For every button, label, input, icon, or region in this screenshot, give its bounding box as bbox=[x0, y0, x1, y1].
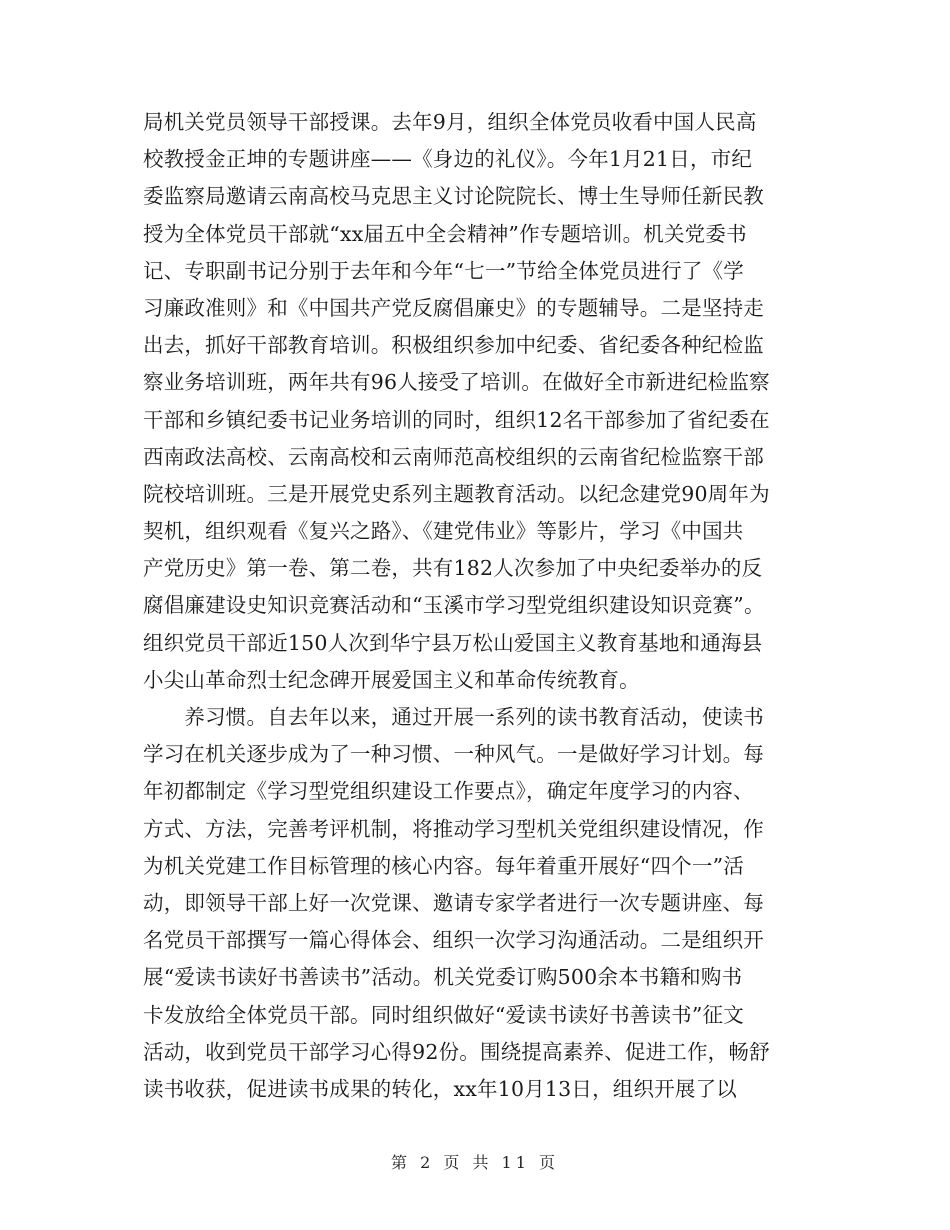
body-text bbox=[143, 104, 808, 1108]
text-line: 读书收获，促进读书成果的转化，xx年10月13日，组织开展了以 bbox=[143, 1076, 737, 1101]
text-line: 产党历史》第一卷、第二卷，共有182人次参加了中央纪委举办的反 bbox=[143, 556, 763, 581]
text-line: 方式、方法，完善考评机制，将推动学习型机关党组织建设情况，作 bbox=[143, 816, 764, 841]
text-line: 干部和乡镇纪委书记业务培训的同时，组织12名干部参加了省纪委在 bbox=[143, 407, 770, 432]
text-line: 名党员干部撰写一篇心得体会、组织一次学习沟通活动。二是组织开 bbox=[143, 928, 764, 953]
text-line: 养习惯。自去年以来，通过开展一系列的读书教育活动，使读书 bbox=[143, 705, 764, 729]
text-line: 展“爱读书读好书善读书”活动。机关党委订购500余本书籍和购书 bbox=[143, 965, 743, 990]
text-line: 局机关党员领导干部授课。去年9月，组织全体党员收看中国人民高 bbox=[143, 110, 757, 134]
text-line: 为机关党建工作目标管理的核心内容。每年着重开展好“四个一”活 bbox=[143, 853, 744, 878]
text-line: 组织党员干部近150人次到华宁县万松山爱国主义教育基地和通海县 bbox=[143, 630, 763, 655]
text-line: 授为全体党员干部就“xx届五中全会精神”作专题培训。机关党委书 bbox=[143, 221, 747, 246]
page-number-footer: 第 2 页 共 11 页 bbox=[391, 1153, 559, 1172]
text-line: 学习在机关逐步成为了一种习惯、一种风气。一是做好学习计划。每 bbox=[143, 742, 764, 767]
text-line: 小尖山革命烈士纪念碑开展爱国主义和革命传统教育。 bbox=[143, 667, 640, 692]
text-line: 动，即领导干部上好一次党课、邀请专家学者进行一次专题讲座、每 bbox=[143, 890, 764, 915]
text-line: 契机，组织观看《复兴之路》、《建党伟业》等影片，学习《中国共 bbox=[143, 519, 744, 544]
text-line: 记、专职副书记分别于去年和今年“七一”节给全体党员进行了《学 bbox=[143, 258, 744, 283]
text-line: 委监察局邀请云南高校马克思主义讨论院院长、博士生导师任新民教 bbox=[143, 184, 764, 209]
text-line: 习廉政准则》和《中国共产党反腐倡廉史》的专题辅导。二是坚持走 bbox=[143, 295, 764, 320]
text-line: 校教授金正坤的专题讲座——《身边的礼仪》。今年1月21日，市纪 bbox=[143, 147, 753, 172]
text-line: 西南政法高校、云南高校和云南师范高校组织的云南省纪检监察干部 bbox=[143, 444, 764, 469]
text-line: 活动，收到党员干部学习心得92份。围绕提高素养、促进工作，畅舒 bbox=[143, 1039, 770, 1064]
text-line: 院校培训班。三是开展党史系列主题教育活动。以纪念建党90周年为 bbox=[143, 481, 770, 506]
text-line: 察业务培训班，两年共有96人接受了培训。在做好全市新进纪检监察 bbox=[143, 370, 770, 395]
text-line: 腐倡廉建设史知识竞赛活动和“玉溪市学习型党组织建设知识竞赛”。 bbox=[143, 593, 765, 618]
text-line: 出去，抓好干部教育培训。积极组织参加中纪委、省纪委各种纪检监 bbox=[143, 333, 764, 358]
text-line: 年初都制定《学习型党组织建设工作要点》，确定年度学习的内容、 bbox=[143, 779, 754, 804]
text-line: 卡发放给全体党员干部。同时组织做好“爱读书读好书善读书”征文 bbox=[143, 1002, 744, 1027]
